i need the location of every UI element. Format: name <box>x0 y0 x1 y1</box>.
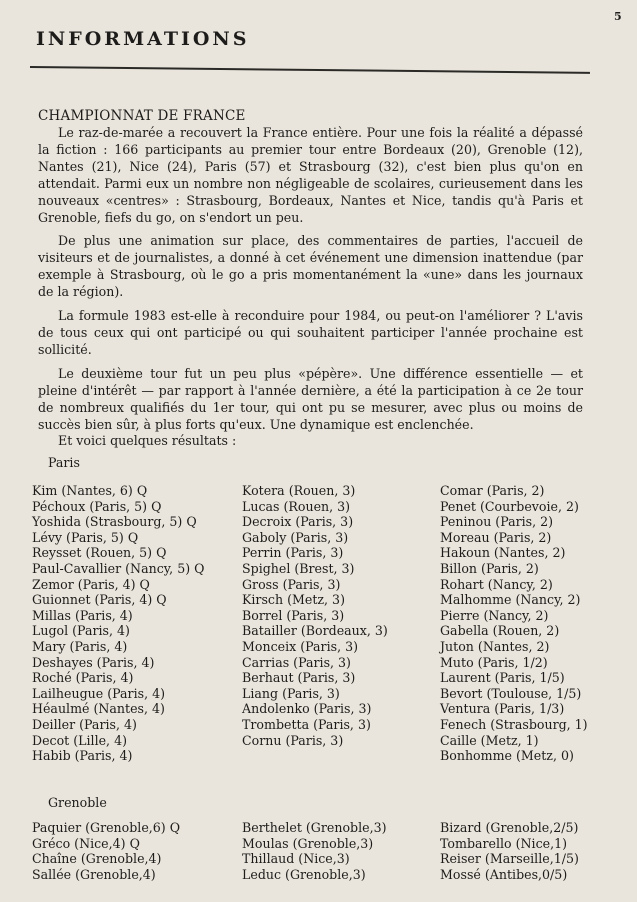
results-grid-paris <box>32 483 592 764</box>
paragraph: De plus une animation sur place, des commentaires de parties, l'accueil de visiteurs et de journalistes, a donné à cet événement une dimension inattendue (par exemple à Strasbourg, où le go a pris momentanément la «une» dans les journaux de la région). <box>38 233 583 300</box>
result-entry: Bonhomme (Metz, 0) <box>440 748 574 764</box>
result-entry: Guionnet (Paris, 4) Q <box>32 592 167 608</box>
result-entry: Monceix (Paris, 3) <box>242 638 358 654</box>
result-entry: Reiser (Marseille,1/5) <box>440 851 579 867</box>
result-entry: Yoshida (Strasbourg, 5) Q <box>32 514 197 530</box>
result-entry: Berhaut (Paris, 3) <box>242 670 356 686</box>
result-entry: Bevort (Toulouse, 1/5) <box>440 685 582 701</box>
result-entry: Gréco (Nice,4) Q <box>32 835 140 851</box>
result-entry: Penet (Courbevoie, 2) <box>440 498 579 514</box>
result-entry: Thillaud (Nice,3) <box>242 851 350 867</box>
page-number: 5 <box>614 10 622 23</box>
result-entry: Muto (Paris, 1/2) <box>440 654 548 670</box>
results-column <box>440 820 592 882</box>
result-entry: Gaboly (Paris, 3) <box>242 529 349 545</box>
paragraph: La formule 1983 est-elle à reconduire pour 1984, ou peut-on l'améliorer ? L'avis de tous ceux qui ont participé ou qui souhaitent participer l'année prochaine est sollicité. <box>38 308 583 357</box>
result-entry: Millas (Paris, 4) <box>32 607 133 623</box>
results-column <box>32 820 242 882</box>
header-divider <box>30 66 590 74</box>
result-entry: Berthelet (Grenoble,3) <box>242 820 387 835</box>
result-entry: Moulas (Grenoble,3) <box>242 835 374 851</box>
result-entry: Habib (Paris, 4) <box>32 748 133 764</box>
paragraph: Le raz-de-marée a recouvert la France entière. Pour une fois la réalité a dépassé la fiction : 166 participants au premier tour entre Bordeaux (20), Grenoble (12), Nantes (21), Nice (24), Paris (57) et Strasbourg (32), c'est bien plus qu'on en attendait. Parmi eux un nombre non négligeable de scolaires, curieusement dans les nouveaux «centres» : Strasbourg, Bordeaux, Nantes et Nice, tandis qu'à Paris et Grenoble, fiefs du go, on s'endort un peu. <box>38 125 583 225</box>
result-entry: Gross (Paris, 3) <box>242 576 341 592</box>
result-entry: Decot (Lille, 4) <box>32 732 127 748</box>
result-entry: Malhomme (Nancy, 2) <box>440 592 581 608</box>
result-entry: Zemor (Paris, 4) Q <box>32 576 150 592</box>
result-entry: Peninou (Paris, 2) <box>440 514 554 530</box>
result-entry: Leduc (Grenoble,3) <box>242 866 366 882</box>
result-entry: Fenech (Strasbourg, 1) <box>440 716 588 732</box>
results-grid-grenoble <box>32 820 592 882</box>
result-entry: Trombetta (Paris, 3) <box>242 716 371 732</box>
result-entry: Juton (Nantes, 2) <box>440 638 550 654</box>
result-entry: Comar (Paris, 2) <box>440 483 545 498</box>
result-entry: Andolenko (Paris, 3) <box>242 701 372 717</box>
result-entry: Kotera (Rouen, 3) <box>242 483 356 498</box>
paragraph: Et voici quelques résultats : <box>58 433 237 449</box>
result-entry: Sallée (Grenoble,4) <box>32 866 156 882</box>
group-title-paris: Paris <box>48 455 80 470</box>
result-entry: Lévy (Paris, 5) Q <box>32 529 139 545</box>
result-entry: Perrin (Paris, 3) <box>242 545 344 561</box>
page-header-title: INFORMATIONS <box>36 28 250 50</box>
results-column <box>440 483 592 764</box>
result-entry: Borrel (Paris, 3) <box>242 607 345 623</box>
result-entry: Laurent (Paris, 1/5) <box>440 670 565 686</box>
result-entry: Lugol (Paris, 4) <box>32 623 130 639</box>
section-title: CHAMPIONNAT DE FRANCE <box>38 108 246 124</box>
result-entry: Reysset (Rouen, 5) Q <box>32 545 167 561</box>
result-entry: Caille (Metz, 1) <box>440 732 539 748</box>
result-entry: Péchoux (Paris, 5) Q <box>32 498 162 514</box>
result-entry: Batailler (Bordeaux, 3) <box>242 623 388 639</box>
result-entry: Tombarello (Nice,1) <box>440 835 568 851</box>
result-entry: Kirsch (Metz, 3) <box>242 592 345 608</box>
results-column <box>242 483 440 764</box>
result-entry: Paquier (Grenoble,6) Q <box>32 820 181 835</box>
result-entry: Rohart (Nancy, 2) <box>440 576 553 592</box>
result-entry: Héaulmé (Nantes, 4) <box>32 701 165 717</box>
result-entry: Cornu (Paris, 3) <box>242 732 344 748</box>
group-title-grenoble: Grenoble <box>48 795 107 810</box>
result-entry: Paul-Cavallier (Nancy, 5) Q <box>32 560 205 576</box>
result-entry: Chaîne (Grenoble,4) <box>32 851 162 867</box>
result-entry: Billon (Paris, 2) <box>440 560 539 576</box>
result-entry: Pierre (Nancy, 2) <box>440 607 549 623</box>
result-entry: Decroix (Paris, 3) <box>242 514 354 530</box>
article-body <box>38 125 583 450</box>
result-entry: Carrias (Paris, 3) <box>242 654 351 670</box>
results-column <box>32 483 242 764</box>
result-entry: Hakoun (Nantes, 2) <box>440 545 566 561</box>
result-entry: Ventura (Paris, 1/3) <box>440 701 565 717</box>
results-column <box>242 820 440 882</box>
result-entry: Kim (Nantes, 6) Q <box>32 483 148 498</box>
result-entry: Moreau (Paris, 2) <box>440 529 552 545</box>
result-entry: Mossé (Antibes,0/5) <box>440 866 568 882</box>
result-entry: Lucas (Rouen, 3) <box>242 498 351 514</box>
result-entry: Lailheugue (Paris, 4) <box>32 685 166 701</box>
result-entry: Liang (Paris, 3) <box>242 685 340 701</box>
result-entry: Mary (Paris, 4) <box>32 638 128 654</box>
result-entry: Spighel (Brest, 3) <box>242 560 355 576</box>
result-entry: Bizard (Grenoble,2/5) <box>440 820 579 835</box>
result-entry: Deiller (Paris, 4) <box>32 716 137 732</box>
result-entry: Deshayes (Paris, 4) <box>32 654 155 670</box>
result-entry: Gabella (Rouen, 2) <box>440 623 560 639</box>
result-entry: Roché (Paris, 4) <box>32 670 134 686</box>
paragraph: Le deuxième tour fut un peu plus «pépère». Une différence essentielle — et pleine d'intérêt — par rapport à l'année dernière, a été la participation à ce 2e tour de nombreux qualifiés du 1er tour, qui ont pu se mesurer, avec plus ou moins de succès bien sûr, à plus forts qu'eux. Une dynamique est enclenchée. <box>38 365 583 432</box>
